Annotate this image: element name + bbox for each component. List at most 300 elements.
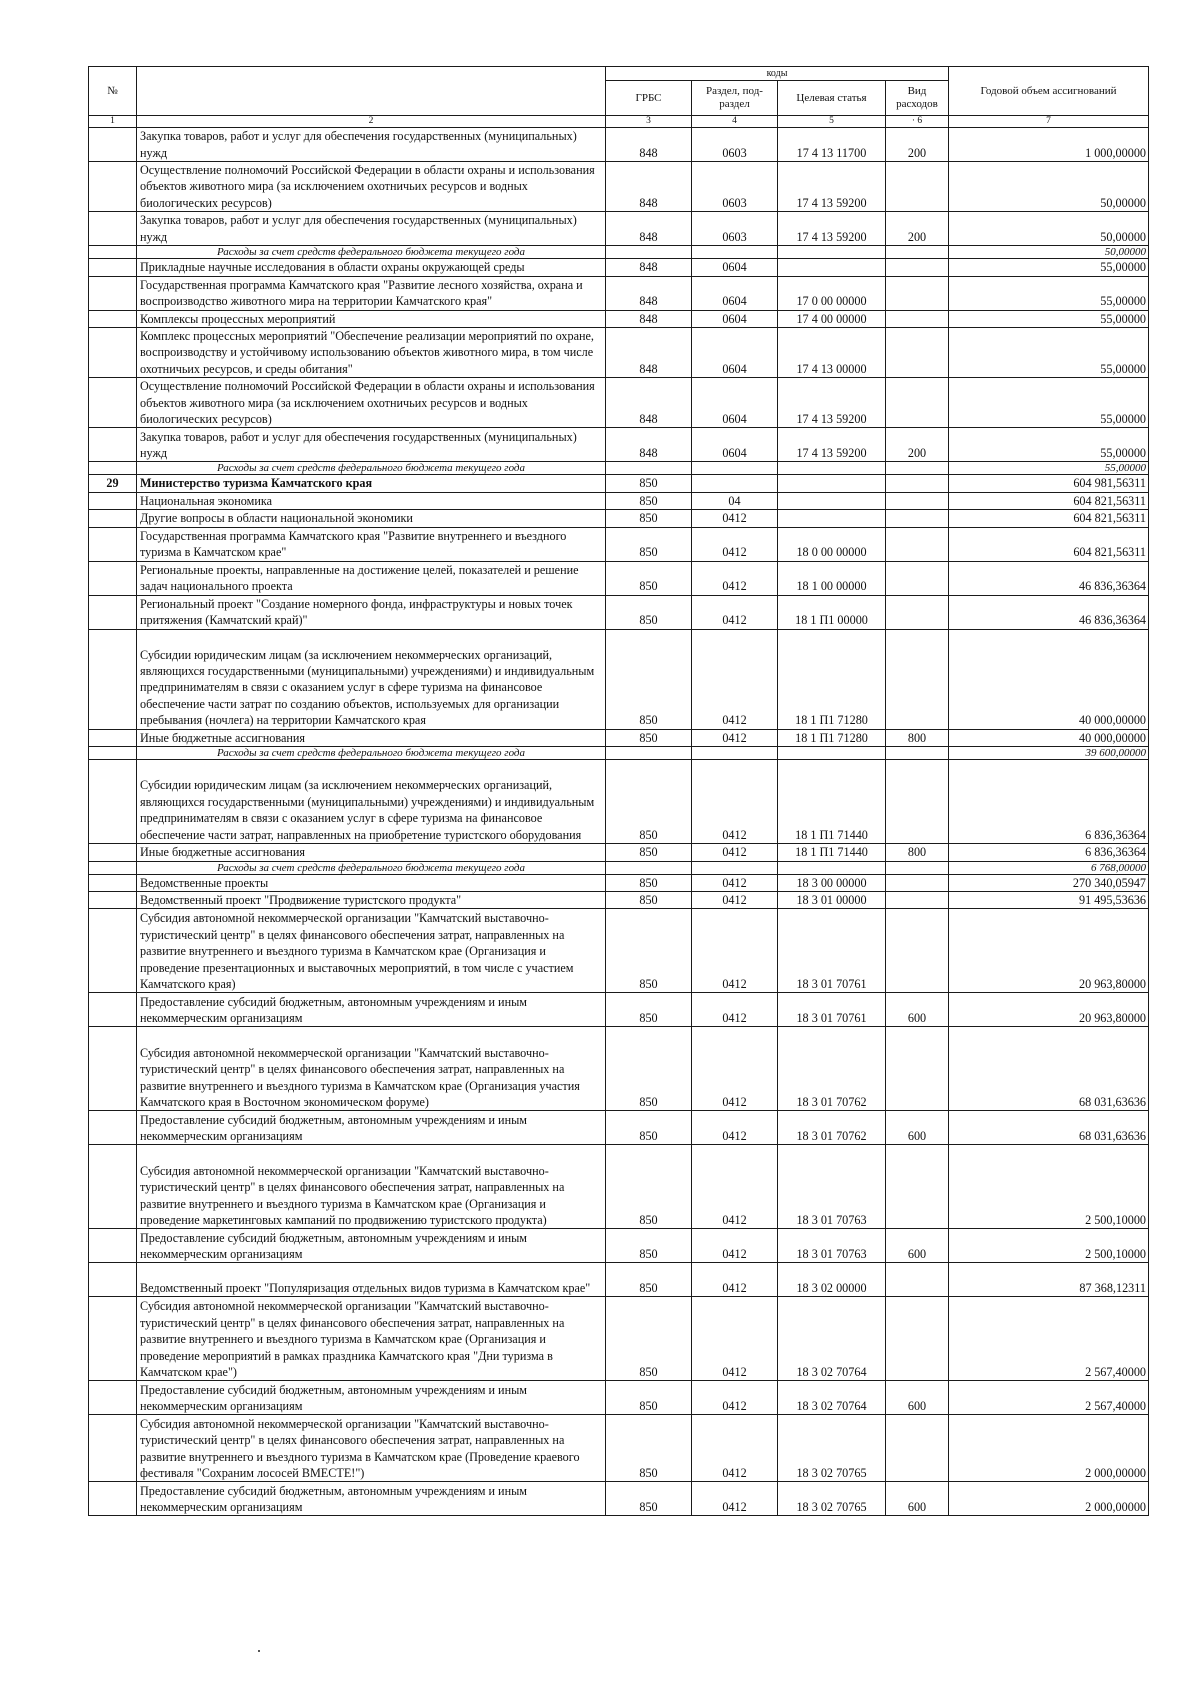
row-kind-cell bbox=[886, 462, 949, 475]
row-grbs-cell: 850 bbox=[606, 492, 692, 509]
row-grbs-cell: 850 bbox=[606, 1111, 692, 1145]
row-target-cell: 17 4 00 00000 bbox=[778, 310, 886, 327]
row-kind-cell: 600 bbox=[886, 1111, 949, 1145]
row-number-cell bbox=[89, 128, 137, 162]
row-number-cell bbox=[89, 259, 137, 276]
row-grbs-cell: 848 bbox=[606, 162, 692, 212]
index-cell: 5 bbox=[778, 116, 886, 128]
row-section-cell: 0412 bbox=[692, 874, 778, 891]
table-row bbox=[89, 1482, 1149, 1516]
row-name-cell: Ведомственный проект "Популяризация отдельных видов туризма в Камчатском крае" bbox=[137, 1263, 606, 1297]
row-kind-cell bbox=[886, 1027, 949, 1111]
table-row bbox=[89, 527, 1149, 561]
row-number-cell bbox=[89, 328, 137, 378]
row-amount-cell: 55,00000 bbox=[949, 428, 1149, 462]
row-number-cell bbox=[89, 378, 137, 428]
row-kind-cell bbox=[886, 492, 949, 509]
row-target-cell bbox=[778, 510, 886, 527]
row-target-cell: 18 3 01 70761 bbox=[778, 909, 886, 993]
row-amount-cell: 46 836,36364 bbox=[949, 595, 1149, 629]
table-row bbox=[89, 993, 1149, 1027]
row-name-cell: Расходы за счет средств федерального бюджета текущего года bbox=[137, 861, 606, 874]
table-row bbox=[89, 729, 1149, 746]
row-section-cell: 0412 bbox=[692, 760, 778, 844]
row-target-cell: 18 3 01 70762 bbox=[778, 1111, 886, 1145]
table-row bbox=[89, 492, 1149, 509]
row-kind-cell bbox=[886, 510, 949, 527]
row-amount-cell: 604 821,56311 bbox=[949, 527, 1149, 561]
row-section-cell: 0412 bbox=[692, 1297, 778, 1381]
row-target-cell bbox=[778, 259, 886, 276]
row-number-cell bbox=[89, 760, 137, 844]
row-kind-cell bbox=[886, 1145, 949, 1229]
row-kind-cell: 600 bbox=[886, 993, 949, 1027]
row-grbs-cell: 850 bbox=[606, 629, 692, 729]
row-grbs-cell: 850 bbox=[606, 891, 692, 908]
row-number-cell bbox=[89, 310, 137, 327]
row-kind-cell bbox=[886, 1415, 949, 1482]
row-name-cell: Предоставление субсидий бюджетным, автономным учреждениям и иным некоммерческим организациям bbox=[137, 1381, 606, 1415]
row-amount-cell: 68 031,63636 bbox=[949, 1111, 1149, 1145]
row-target-cell bbox=[778, 492, 886, 509]
index-cell: 4 bbox=[692, 116, 778, 128]
row-target-cell: 17 4 13 59200 bbox=[778, 162, 886, 212]
table-row bbox=[89, 861, 1149, 874]
row-number-cell bbox=[89, 993, 137, 1027]
table-row bbox=[89, 328, 1149, 378]
row-name-cell: Субсидия автономной некоммерческой организации "Камчатский выставочно-туристический центр" в целях финансового обеспечения затрат, направленных на развитие внутреннего и въездного туризма в Камчатском крае (Организация и проведение маркетинговых кампаний по продвижению туристского продукта) bbox=[137, 1145, 606, 1229]
table-row bbox=[89, 1297, 1149, 1381]
row-kind-cell bbox=[886, 527, 949, 561]
index-cell: · 6 bbox=[886, 116, 949, 128]
row-number-cell bbox=[89, 874, 137, 891]
row-name-cell: Субсидия автономной некоммерческой организации "Камчатский выставочно-туристический центр" в целях финансового обеспечения затрат, направленных на развитие внутреннего и въездного туризма в Камчатском крае (Проведение краевого фестиваля "Сохраним лососей ВМЕСТЕ!") bbox=[137, 1415, 606, 1482]
row-section-cell: 0412 bbox=[692, 1229, 778, 1263]
row-target-cell: 17 4 13 59200 bbox=[778, 212, 886, 246]
table-row bbox=[89, 259, 1149, 276]
table-row bbox=[89, 510, 1149, 527]
row-kind-cell bbox=[886, 378, 949, 428]
table-row bbox=[89, 310, 1149, 327]
row-name-cell: Осуществление полномочий Российской Федерации в области охраны и использования объектов животного мира (за исключением охотничьих ресурсов и водных биологических ресурсов) bbox=[137, 378, 606, 428]
row-amount-cell: 91 495,53636 bbox=[949, 891, 1149, 908]
row-number-cell bbox=[89, 162, 137, 212]
table-row bbox=[89, 462, 1149, 475]
row-grbs-cell: 850 bbox=[606, 1027, 692, 1111]
row-name-cell: Комплексы процессных мероприятий bbox=[137, 310, 606, 327]
row-target-cell: 18 3 02 70765 bbox=[778, 1415, 886, 1482]
row-name-cell: Осуществление полномочий Российской Федерации в области охраны и использования объектов животного мира (за исключением охотничьих ресурсов и водных биологических ресурсов) bbox=[137, 162, 606, 212]
row-grbs-cell: 848 bbox=[606, 212, 692, 246]
row-grbs-cell: 850 bbox=[606, 993, 692, 1027]
row-amount-cell: 2 000,00000 bbox=[949, 1415, 1149, 1482]
row-target-cell: 18 3 01 00000 bbox=[778, 891, 886, 908]
row-kind-cell bbox=[886, 891, 949, 908]
row-grbs-cell: 848 bbox=[606, 128, 692, 162]
row-number-cell bbox=[89, 1381, 137, 1415]
row-section-cell bbox=[692, 475, 778, 492]
row-target-cell: 18 1 П1 00000 bbox=[778, 595, 886, 629]
row-grbs-cell: 850 bbox=[606, 1145, 692, 1229]
row-number-cell bbox=[89, 492, 137, 509]
row-section-cell: 0412 bbox=[692, 729, 778, 746]
row-amount-cell: 55,00000 bbox=[949, 310, 1149, 327]
row-amount-cell: 55,00000 bbox=[949, 462, 1149, 475]
row-grbs-cell: 850 bbox=[606, 844, 692, 861]
row-target-cell bbox=[778, 747, 886, 760]
row-target-cell bbox=[778, 462, 886, 475]
row-name-cell: Предоставление субсидий бюджетным, автономным учреждениям и иным некоммерческим организациям bbox=[137, 993, 606, 1027]
row-section-cell: 0412 bbox=[692, 1263, 778, 1297]
row-amount-cell: 39 600,00000 bbox=[949, 747, 1149, 760]
row-amount-cell: 40 000,00000 bbox=[949, 729, 1149, 746]
column-index-row bbox=[89, 116, 1149, 128]
row-name-cell: Иные бюджетные ассигнования bbox=[137, 729, 606, 746]
row-target-cell: 18 3 02 70764 bbox=[778, 1381, 886, 1415]
row-grbs-cell: 850 bbox=[606, 475, 692, 492]
index-cell: 2 bbox=[137, 116, 606, 128]
table-row bbox=[89, 909, 1149, 993]
table-body bbox=[89, 128, 1149, 1516]
scan-speck bbox=[258, 1650, 260, 1652]
row-grbs-cell: 850 bbox=[606, 595, 692, 629]
row-grbs-cell bbox=[606, 246, 692, 259]
row-grbs-cell: 848 bbox=[606, 310, 692, 327]
row-number-cell bbox=[89, 246, 137, 259]
row-target-cell bbox=[778, 246, 886, 259]
row-kind-cell bbox=[886, 874, 949, 891]
row-grbs-cell: 850 bbox=[606, 1381, 692, 1415]
row-target-cell bbox=[778, 861, 886, 874]
row-number-cell bbox=[89, 428, 137, 462]
row-grbs-cell: 850 bbox=[606, 1297, 692, 1381]
row-target-cell: 17 4 13 59200 bbox=[778, 378, 886, 428]
row-amount-cell: 50,00000 bbox=[949, 212, 1149, 246]
row-name-cell: Национальная экономика bbox=[137, 492, 606, 509]
row-target-cell: 18 3 01 70762 bbox=[778, 1027, 886, 1111]
row-grbs-cell: 850 bbox=[606, 729, 692, 746]
row-amount-cell: 55,00000 bbox=[949, 276, 1149, 310]
row-target-cell: 18 0 00 00000 bbox=[778, 527, 886, 561]
table-row bbox=[89, 891, 1149, 908]
budget-table bbox=[88, 66, 1149, 1516]
row-section-cell: 0604 bbox=[692, 378, 778, 428]
row-kind-cell bbox=[886, 310, 949, 327]
row-amount-cell: 50,00000 bbox=[949, 246, 1149, 259]
table-row bbox=[89, 128, 1149, 162]
index-cell: 7 bbox=[949, 116, 1149, 128]
row-number-cell bbox=[89, 747, 137, 760]
row-kind-cell bbox=[886, 561, 949, 595]
row-name-cell: Субсидия автономной некоммерческой организации "Камчатский выставочно-туристический центр" в целях финансового обеспечения затрат, направленных на развитие внутреннего и въездного туризма в Камчатском крае (Организация и проведение мероприятий в рамках праздника Камчатского края "Дни туризма в Камчатском крае") bbox=[137, 1297, 606, 1381]
row-name-cell: Закупка товаров, работ и услуг для обеспечения государственных (муниципальных) нужд bbox=[137, 212, 606, 246]
row-kind-cell bbox=[886, 760, 949, 844]
table-row bbox=[89, 212, 1149, 246]
table-row bbox=[89, 246, 1149, 259]
row-section-cell bbox=[692, 246, 778, 259]
row-section-cell: 0412 bbox=[692, 891, 778, 908]
row-kind-cell bbox=[886, 328, 949, 378]
index-cell: 1 bbox=[89, 116, 137, 128]
row-kind-cell bbox=[886, 861, 949, 874]
row-number-cell bbox=[89, 561, 137, 595]
header-codes: коды bbox=[606, 67, 949, 81]
row-amount-cell: 55,00000 bbox=[949, 328, 1149, 378]
header-target: Целевая статья bbox=[778, 81, 886, 116]
row-kind-cell bbox=[886, 475, 949, 492]
table-row bbox=[89, 1145, 1149, 1229]
row-grbs-cell bbox=[606, 861, 692, 874]
row-target-cell: 18 3 02 70765 bbox=[778, 1482, 886, 1516]
row-name-cell: Государственная программа Камчатского края "Развитие лесного хозяйства, охрана и воспроизводство животного мира на территории Камчатского края" bbox=[137, 276, 606, 310]
row-section-cell: 0412 bbox=[692, 510, 778, 527]
row-kind-cell bbox=[886, 629, 949, 729]
row-section-cell: 0412 bbox=[692, 1111, 778, 1145]
row-amount-cell: 2 500,10000 bbox=[949, 1229, 1149, 1263]
row-number-cell bbox=[89, 1263, 137, 1297]
table-row bbox=[89, 874, 1149, 891]
row-section-cell: 0604 bbox=[692, 276, 778, 310]
table-row bbox=[89, 629, 1149, 729]
header-annual: Годовой объем ассигнований bbox=[949, 67, 1149, 116]
row-name-cell: Министерство туризма Камчатского края bbox=[137, 475, 606, 492]
table-row bbox=[89, 1381, 1149, 1415]
header-grbs: ГРБС bbox=[606, 81, 692, 116]
row-section-cell: 0412 bbox=[692, 993, 778, 1027]
row-amount-cell: 40 000,00000 bbox=[949, 629, 1149, 729]
row-name-cell: Расходы за счет средств федерального бюджета текущего года bbox=[137, 747, 606, 760]
row-grbs-cell bbox=[606, 747, 692, 760]
row-amount-cell: 604 821,56311 bbox=[949, 492, 1149, 509]
table-row bbox=[89, 844, 1149, 861]
row-kind-cell bbox=[886, 162, 949, 212]
row-target-cell bbox=[778, 475, 886, 492]
row-grbs-cell: 850 bbox=[606, 561, 692, 595]
row-grbs-cell: 848 bbox=[606, 259, 692, 276]
row-grbs-cell: 848 bbox=[606, 428, 692, 462]
row-name-cell: Субсидии юридическим лицам (за исключением некоммерческих организаций, являющихся государственными (муниципальными) учреждениями) и индивидуальным предпринимателям в связи с оказанием услуг в сфере туризма на финансовое обеспечение части затрат по созданию объектов, используемых для организации пребывания (ночлега) на территории Камчатского края bbox=[137, 629, 606, 729]
row-name-cell: Субсидии юридическим лицам (за исключением некоммерческих организаций, являющихся государственными (муниципальными) учреждениями) и индивидуальным предпринимателям в связи с оказанием услуг в сфере туризма на финансовое обеспечение части затрат, направленных на приобретение туристского оборудования bbox=[137, 760, 606, 844]
row-name-cell: Закупка товаров, работ и услуг для обеспечения государственных (муниципальных) нужд bbox=[137, 428, 606, 462]
row-kind-cell bbox=[886, 246, 949, 259]
row-name-cell: Предоставление субсидий бюджетным, автономным учреждениям и иным некоммерческим организациям bbox=[137, 1482, 606, 1516]
row-section-cell: 0603 bbox=[692, 212, 778, 246]
row-target-cell: 18 3 02 00000 bbox=[778, 1263, 886, 1297]
index-cell: 3 bbox=[606, 116, 692, 128]
table-row bbox=[89, 276, 1149, 310]
row-section-cell: 0412 bbox=[692, 909, 778, 993]
row-section-cell: 0604 bbox=[692, 428, 778, 462]
row-kind-cell bbox=[886, 747, 949, 760]
table-row bbox=[89, 428, 1149, 462]
row-kind-cell bbox=[886, 595, 949, 629]
table-row bbox=[89, 378, 1149, 428]
row-amount-cell: 2 500,10000 bbox=[949, 1145, 1149, 1229]
row-name-cell: Расходы за счет средств федерального бюджета текущего года bbox=[137, 246, 606, 259]
row-kind-cell: 200 bbox=[886, 128, 949, 162]
row-kind-cell bbox=[886, 259, 949, 276]
row-kind-cell bbox=[886, 909, 949, 993]
row-amount-cell: 1 000,00000 bbox=[949, 128, 1149, 162]
row-section-cell bbox=[692, 861, 778, 874]
row-amount-cell: 2 567,40000 bbox=[949, 1381, 1149, 1415]
row-target-cell: 18 1 П1 71280 bbox=[778, 629, 886, 729]
row-kind-cell: 600 bbox=[886, 1229, 949, 1263]
row-kind-cell: 200 bbox=[886, 212, 949, 246]
row-amount-cell: 55,00000 bbox=[949, 259, 1149, 276]
row-target-cell: 17 4 13 11700 bbox=[778, 128, 886, 162]
row-number-cell bbox=[89, 276, 137, 310]
header-kind: Вид расходов bbox=[886, 81, 949, 116]
row-kind-cell: 800 bbox=[886, 844, 949, 861]
row-name-cell: Комплекс процессных мероприятий "Обеспечение реализации мероприятий по охране, воспроизводству и устойчивому использованию объектов животного мира, в том числе охотничьих ресурсов, и среды обитания" bbox=[137, 328, 606, 378]
row-section-cell: 0603 bbox=[692, 128, 778, 162]
row-number-cell bbox=[89, 1415, 137, 1482]
row-section-cell: 0604 bbox=[692, 310, 778, 327]
row-number-cell bbox=[89, 891, 137, 908]
row-name-cell: Субсидия автономной некоммерческой организации "Камчатский выставочно-туристический центр" в целях финансового обеспечения затрат, направленных на развитие внутреннего и въездного туризма в Камчатском крае (Организация и проведение презентационных и выставочных мероприятий, в том числе с участием Камчатского края) bbox=[137, 909, 606, 993]
row-section-cell: 0604 bbox=[692, 259, 778, 276]
row-number-cell bbox=[89, 212, 137, 246]
row-grbs-cell: 850 bbox=[606, 510, 692, 527]
row-name-cell: Иные бюджетные ассигнования bbox=[137, 844, 606, 861]
row-amount-cell: 604 981,56311 bbox=[949, 475, 1149, 492]
row-kind-cell bbox=[886, 1263, 949, 1297]
row-target-cell: 18 3 01 70763 bbox=[778, 1229, 886, 1263]
table-row bbox=[89, 1111, 1149, 1145]
row-number-cell bbox=[89, 1229, 137, 1263]
row-name-cell: Другие вопросы в области национальной экономики bbox=[137, 510, 606, 527]
row-name-cell: Закупка товаров, работ и услуг для обеспечения государственных (муниципальных) нужд bbox=[137, 128, 606, 162]
row-grbs-cell: 848 bbox=[606, 276, 692, 310]
row-amount-cell: 68 031,63636 bbox=[949, 1027, 1149, 1111]
row-grbs-cell: 848 bbox=[606, 328, 692, 378]
header-section: Раздел, под-раздел bbox=[692, 81, 778, 116]
row-target-cell: 18 1 00 00000 bbox=[778, 561, 886, 595]
row-number-cell bbox=[89, 1297, 137, 1381]
row-grbs-cell: 850 bbox=[606, 1415, 692, 1482]
row-section-cell: 0412 bbox=[692, 1482, 778, 1516]
table-row bbox=[89, 561, 1149, 595]
row-section-cell: 0412 bbox=[692, 844, 778, 861]
row-number-cell bbox=[89, 462, 137, 475]
row-name-cell: Прикладные научные исследования в области охраны окружающей среды bbox=[137, 259, 606, 276]
row-number-cell bbox=[89, 629, 137, 729]
row-section-cell: 0412 bbox=[692, 561, 778, 595]
row-kind-cell: 200 bbox=[886, 428, 949, 462]
row-section-cell: 0412 bbox=[692, 527, 778, 561]
row-amount-cell: 2 000,00000 bbox=[949, 1482, 1149, 1516]
header-no: № bbox=[89, 67, 137, 116]
row-number-cell bbox=[89, 527, 137, 561]
row-section-cell: 0412 bbox=[692, 595, 778, 629]
row-name-cell: Предоставление субсидий бюджетным, автономным учреждениям и иным некоммерческим организациям bbox=[137, 1229, 606, 1263]
row-grbs-cell: 850 bbox=[606, 760, 692, 844]
row-amount-cell: 87 368,12311 bbox=[949, 1263, 1149, 1297]
row-number-cell bbox=[89, 861, 137, 874]
row-section-cell bbox=[692, 462, 778, 475]
row-section-cell: 0412 bbox=[692, 1145, 778, 1229]
row-number-cell bbox=[89, 1482, 137, 1516]
row-target-cell: 17 0 00 00000 bbox=[778, 276, 886, 310]
row-amount-cell: 604 821,56311 bbox=[949, 510, 1149, 527]
row-kind-cell: 800 bbox=[886, 729, 949, 746]
row-section-cell: 0604 bbox=[692, 328, 778, 378]
row-number-cell bbox=[89, 909, 137, 993]
row-amount-cell: 6 836,36364 bbox=[949, 844, 1149, 861]
table-row bbox=[89, 1027, 1149, 1111]
row-kind-cell: 600 bbox=[886, 1381, 949, 1415]
row-number-cell bbox=[89, 729, 137, 746]
row-grbs-cell: 850 bbox=[606, 527, 692, 561]
row-name-cell: Ведомственный проект "Продвижение туристского продукта" bbox=[137, 891, 606, 908]
table-row bbox=[89, 1415, 1149, 1482]
row-grbs-cell: 850 bbox=[606, 909, 692, 993]
row-section-cell bbox=[692, 747, 778, 760]
row-kind-cell: 600 bbox=[886, 1482, 949, 1516]
header-name bbox=[137, 67, 606, 116]
row-grbs-cell: 848 bbox=[606, 378, 692, 428]
row-number-cell bbox=[89, 844, 137, 861]
row-number-cell bbox=[89, 1145, 137, 1229]
row-name-cell: Государственная программа Камчатского края "Развитие внутреннего и въездного туризма в Камчатском крае" bbox=[137, 527, 606, 561]
row-name-cell: Расходы за счет средств федерального бюджета текущего года bbox=[137, 462, 606, 475]
table-row bbox=[89, 595, 1149, 629]
table-row bbox=[89, 747, 1149, 760]
row-target-cell: 18 1 П1 71440 bbox=[778, 760, 886, 844]
row-amount-cell: 55,00000 bbox=[949, 378, 1149, 428]
row-grbs-cell: 850 bbox=[606, 1482, 692, 1516]
row-number-cell: 29 bbox=[89, 475, 137, 492]
row-target-cell: 18 3 01 70763 bbox=[778, 1145, 886, 1229]
table-row bbox=[89, 760, 1149, 844]
row-grbs-cell: 850 bbox=[606, 874, 692, 891]
row-name-cell: Субсидия автономной некоммерческой организации "Камчатский выставочно-туристический центр" в целях финансового обеспечения затрат, направленных на развитие внутреннего и въездного туризма в Камчатском крае (Организация участия Камчатского края в Восточном экономическом форуме) bbox=[137, 1027, 606, 1111]
row-number-cell bbox=[89, 510, 137, 527]
table-row bbox=[89, 475, 1149, 492]
row-target-cell: 18 3 00 00000 bbox=[778, 874, 886, 891]
row-name-cell: Ведомственные проекты bbox=[137, 874, 606, 891]
row-number-cell bbox=[89, 1111, 137, 1145]
row-number-cell bbox=[89, 595, 137, 629]
row-amount-cell: 20 963,80000 bbox=[949, 993, 1149, 1027]
row-amount-cell: 50,00000 bbox=[949, 162, 1149, 212]
row-target-cell: 18 3 02 70764 bbox=[778, 1297, 886, 1381]
row-name-cell: Предоставление субсидий бюджетным, автономным учреждениям и иным некоммерческим организациям bbox=[137, 1111, 606, 1145]
row-grbs-cell bbox=[606, 462, 692, 475]
row-kind-cell bbox=[886, 276, 949, 310]
row-section-cell: 0412 bbox=[692, 1381, 778, 1415]
row-amount-cell: 2 567,40000 bbox=[949, 1297, 1149, 1381]
row-section-cell: 0412 bbox=[692, 1415, 778, 1482]
table-row bbox=[89, 1263, 1149, 1297]
row-kind-cell bbox=[886, 1297, 949, 1381]
row-amount-cell: 270 340,05947 bbox=[949, 874, 1149, 891]
table-row bbox=[89, 1229, 1149, 1263]
row-target-cell: 18 3 01 70761 bbox=[778, 993, 886, 1027]
row-section-cell: 0412 bbox=[692, 629, 778, 729]
row-section-cell: 04 bbox=[692, 492, 778, 509]
row-target-cell: 17 4 13 59200 bbox=[778, 428, 886, 462]
row-amount-cell: 6 836,36364 bbox=[949, 760, 1149, 844]
row-grbs-cell: 850 bbox=[606, 1229, 692, 1263]
row-target-cell: 18 1 П1 71440 bbox=[778, 844, 886, 861]
row-amount-cell: 46 836,36364 bbox=[949, 561, 1149, 595]
row-number-cell bbox=[89, 1027, 137, 1111]
row-target-cell: 18 1 П1 71280 bbox=[778, 729, 886, 746]
table-row bbox=[89, 162, 1149, 212]
row-amount-cell: 20 963,80000 bbox=[949, 909, 1149, 993]
